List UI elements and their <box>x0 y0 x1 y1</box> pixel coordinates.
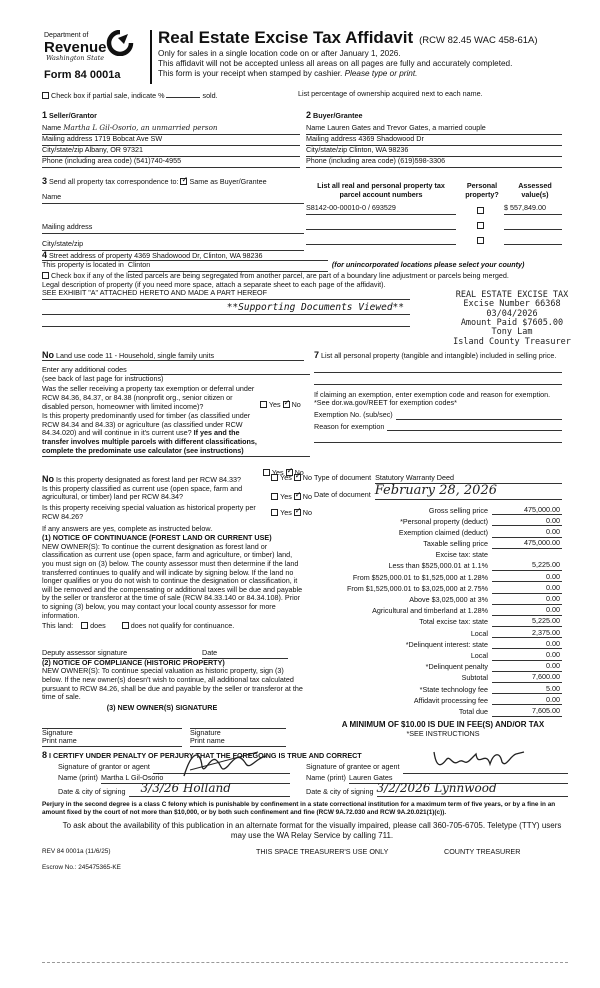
tax-line-value[interactable]: 0.00 <box>492 528 562 538</box>
continuance-body: NEW OWNER(S): To continue the current designation as forest land or classification as current use (open space, farm and agriculture, or timber) land, you must sign on (3) below. The county assessor must then determine if the land transferred continues to qualify and will indicate by signing below. If the land no longer qualifies or you do not wish to continue the designation or classification, it will be removed and the compensating or additional taxes will be due and payable by the seller or transferor at the time of sale (RCW 84.33.140 or 84.34.108). Prior to signing (3) below, you may contact your local county assessor for more information. <box>42 541 303 620</box>
tax-line-value[interactable]: 475,000.00 <box>492 539 562 549</box>
continuance-title: (1) NOTICE OF CONTINUANCE (FOREST LAND OR CURRENT USE) <box>42 533 272 542</box>
tax-line-label: From $1,525,000.01 to $3,025,000 at 2.75% <box>346 583 488 593</box>
dept-text: Department of <box>44 32 89 39</box>
timber-question-text: Is this property predominantly used for timber (as classified under RCW 84.34 and 84.33) or agriculture (as classified under RCW 84.34.020) and will continue in it's current use? <box>42 411 251 438</box>
parcel-table <box>306 182 562 245</box>
section-correspondence <box>42 176 304 251</box>
signature-label-1: Signature <box>42 727 73 737</box>
seller-name[interactable]: Martha L Gil-Osorio, an unmarried person <box>63 122 218 132</box>
tax-line <box>300 515 562 526</box>
q2-no-label: No <box>294 468 304 477</box>
stamp-line1: REAL ESTATE EXCISE TAX <box>455 290 569 300</box>
form-number: Form 84 0001a <box>44 69 121 81</box>
tax-line-label: Less than $525,000.01 at 1.1% <box>388 561 488 571</box>
tax-line-label: Local <box>470 628 488 638</box>
tax-calculation-table <box>300 504 562 717</box>
tax-line-value[interactable]: 5,225.00 <box>492 617 562 627</box>
partial-sold-label: sold. <box>202 91 218 100</box>
seller-heading: Seller/Grantor <box>49 111 97 120</box>
historic-question: Is this property receiving special valuation as historical property per RCW 84.26? <box>42 503 256 521</box>
tax-line <box>300 571 562 582</box>
grantee-signature-scrawl <box>430 746 530 770</box>
buyer-addr-label: Mailing address <box>306 133 357 143</box>
claim-exemption-text: If claiming an exemption, enter exemption code and reason for exemption. <box>314 389 551 399</box>
q1-no-label: No <box>291 400 301 410</box>
state-text: Washington State <box>45 54 105 63</box>
accessibility-note: To ask about the availability of this publication in an alternate format for the visually impaired, please call 360-705-6705. Teletype (TTY) users may use the WA Relay Service by calling 711. <box>62 821 562 840</box>
tax-line-label: From $525,000.01 to $1,525,000 at 1.28% <box>352 572 488 582</box>
segregated-checkbox[interactable] <box>42 272 49 279</box>
tax-line-label: Total due <box>458 706 488 716</box>
stamp-date: 03/04/2026 <box>486 308 538 319</box>
doc-date-label: Date of document <box>314 490 371 499</box>
tax-line-label: Affidavit processing fee <box>413 695 488 705</box>
grantor-date-city[interactable]: 3/3/26 Holland <box>129 781 290 796</box>
page-bottom-rule <box>42 962 568 963</box>
seller-name-label: Name <box>42 122 62 132</box>
tax-line-value[interactable]: 5,225.00 <box>492 561 562 571</box>
compliance-body: NEW OWNER(S): To continue special valuation as historic property, sign (3) below. If the new owner(s) doesn't wish to continue, all additional tax calculated pursuant to RCW 84.26, shall be due and payable by the seller or transferor at the time of sale. <box>42 666 303 702</box>
assessed-row-3[interactable] <box>504 234 562 245</box>
q1-yes-checkbox[interactable] <box>260 401 267 408</box>
land-use-code[interactable]: 11 - Household, single family units <box>105 351 215 360</box>
tax-line-value[interactable]: 0.00 <box>492 595 562 605</box>
print-name-1[interactable]: Print name <box>42 737 182 747</box>
seller-phone[interactable]: (541)740-4955 <box>133 155 182 165</box>
partial-sale-checkbox[interactable] <box>42 92 49 99</box>
property-street[interactable]: 4369 Shadowood Dr, Clinton, WA 98236 <box>134 251 263 260</box>
deputy-date[interactable]: Date <box>202 649 288 659</box>
corr-mail-label: Mailing address <box>42 223 304 234</box>
county-treasurer-label: COUNTY TREASURER <box>444 847 521 856</box>
section-buyer <box>306 110 562 168</box>
seller-phone-label: Phone (including area code) <box>42 155 132 165</box>
tax-line <box>300 616 562 627</box>
tax-line-label: *Delinquent penalty <box>425 662 488 672</box>
revenue-logo-icon <box>106 30 134 56</box>
current-use-no-checkbox[interactable] <box>294 493 301 500</box>
see-instructions-note: *SEE INSTRUCTIONS <box>406 729 480 738</box>
document-info <box>314 474 562 500</box>
street-label: Street address of property <box>49 251 133 260</box>
doc-type[interactable]: Statutory Warranty Deed <box>375 474 562 484</box>
parcel-col-header: List all real and personal property tax parcel account numbers <box>317 181 445 199</box>
add-codes-label: Enter any additional codes <box>42 365 127 374</box>
stamp-cashier: Tony Lam <box>491 327 533 338</box>
tax-line-label: Exemption claimed (deduct) <box>398 527 488 537</box>
compliance-title: (2) NOTICE OF COMPLIANCE (HISTORIC PROPERTY) <box>42 657 225 667</box>
timber-question-bold: If yes and the transfer involves multiple parcels with different classifications, complete the predominate use calculator (see instructions) <box>42 428 257 455</box>
print-name-2[interactable]: Print name <box>190 737 286 747</box>
tax-line-label: Agricultural and timberland at 1.28% <box>372 606 488 616</box>
sec7-number: 7 <box>314 350 320 360</box>
header-divider <box>150 30 152 84</box>
exemption-question: Was the seller receiving a property tax exemption or deferral under RCW 84.36, 84.37, or 84.38 (nonprofit org., senior citizen or disabled person, homeowner with limited income)? <box>42 384 255 411</box>
perjury-text: Perjury in the second degree is a class C felony which is punishable by confinement in a state correctional institution for a maximum term of five years, or by a fine in an amount fixed by the court of not more than $10,000, or by both such confinement and fine (RCW 9A.72.030 and RCW 9A.20.021(1)(c)). <box>42 801 556 816</box>
tax-line-label: *Personal property (deduct) <box>400 516 488 526</box>
tax-line <box>300 549 562 560</box>
tax-line-value[interactable]: 0.00 <box>492 662 562 672</box>
partial-sale-label: Check box if partial sale, indicate % <box>51 91 165 100</box>
exemption-no-label: Exemption No. (sub/sec) <box>314 410 393 420</box>
personal-property-checkbox-1[interactable] <box>477 207 484 214</box>
tax-line <box>300 638 562 649</box>
supporting-docs-note: **Supporting Documents Viewed** <box>42 302 410 315</box>
current-use-question: Is this property classified as current use (open space, farm and agricultural, or timber) land per RCW 84.34? <box>42 483 243 502</box>
sec6-number: No <box>42 474 54 484</box>
assessed-col-header: Assessed value(s) <box>518 181 552 199</box>
sec3-text: Send all property tax correspondence to: <box>49 177 179 186</box>
grantee-sig-label: Signature of grantee or agent <box>306 761 400 771</box>
tax-line <box>300 627 562 638</box>
q1-yes-label: Yes <box>268 400 281 410</box>
buyer-heading: Buyer/Grantee <box>313 111 363 120</box>
tax-line-value[interactable]: 0.00 <box>492 696 562 706</box>
tax-line-label: Excise tax: state <box>435 550 488 560</box>
buyer-city-label: City/state/zip <box>306 144 348 154</box>
tax-line-value[interactable]: 0.00 <box>492 640 562 650</box>
seller-city[interactable]: Albany, OR 97321 <box>84 144 143 154</box>
partial-sale-row <box>42 90 292 101</box>
minimum-due-note: A MINIMUM OF $10.00 IS DUE IN FEE(S) AND/OR TAX <box>341 720 545 729</box>
seller-city-label: City/state/zip <box>42 144 84 154</box>
grantee-date-label: Date & city of signing <box>306 787 374 797</box>
sec8-number: 8 <box>42 750 48 760</box>
claim-see-note: *See dor.wa.gov/REET for exemption codes* <box>314 398 457 408</box>
personal-property-checkbox-2[interactable] <box>477 222 484 229</box>
tax-line-value[interactable]: 0.00 <box>492 573 562 583</box>
section-land-use <box>42 350 310 477</box>
stamp-treasurer: Island County Treasurer <box>453 336 571 347</box>
tax-line-label: Above $3,025,000 at 3% <box>409 595 488 605</box>
tax-line <box>300 538 562 549</box>
this-land-label: This land: <box>42 621 74 631</box>
does-checkbox[interactable] <box>81 622 88 629</box>
excise-receipt-stamp <box>452 291 572 347</box>
tax-line-label: Gross selling price <box>428 505 488 515</box>
same-as-buyer-checkbox[interactable] <box>180 178 187 185</box>
personal-property-text: List all personal property (tangible and intangible) included in selling price. <box>321 351 557 360</box>
sec5-number: No <box>42 350 54 360</box>
tax-line-value[interactable]: 0.00 <box>492 517 562 527</box>
revision-number: REV 84 0001a (11/6/25) <box>42 848 111 855</box>
tax-line-value[interactable]: 7,600.00 <box>492 673 562 683</box>
tax-line <box>300 605 562 616</box>
tax-line-value[interactable]: 7,605.00 <box>492 707 562 717</box>
header-line2: This affidavit will not be accepted unless all areas on all pages are fully and accurately completed. <box>158 59 513 69</box>
tax-line <box>300 526 562 537</box>
buyer-name-label: Name <box>306 122 326 132</box>
located-note: (for unincorporated locations please select your county) <box>331 260 525 269</box>
land-use-label: Land use code <box>56 351 104 360</box>
stamp-excise-number: Excise Number 66368 <box>463 299 561 310</box>
tax-line-label: Subtotal <box>461 673 488 683</box>
buyer-phone-label: Phone (including area code) <box>306 155 396 165</box>
historic-yes-label: Yes <box>280 508 292 518</box>
reason-field[interactable] <box>387 423 562 432</box>
legal-desc-label: Legal description of property (if you need more space, attach a separate sheet to each page of the affidavit). <box>42 279 386 289</box>
tax-line-value[interactable]: 5.00 <box>492 685 562 695</box>
corr-city-label: City/state/zip <box>42 240 304 251</box>
tax-line <box>300 661 562 672</box>
grantor-name-label: Name (print) <box>58 772 98 782</box>
does-not-checkbox[interactable] <box>122 622 129 629</box>
located-in[interactable]: Clinton <box>128 261 328 272</box>
grantee-date-city[interactable]: 3/2/2026 Lynnwood <box>377 781 568 796</box>
buyer-address[interactable]: 4369 Shadowood Dr <box>358 133 424 143</box>
tax-line <box>300 560 562 571</box>
treasurer-use-only: THIS SPACE TREASURER'S USE ONLY <box>256 847 389 856</box>
q1-no-checkbox[interactable] <box>283 401 290 408</box>
tax-line-label: *State technology fee <box>419 684 488 694</box>
tax-line <box>300 683 562 694</box>
header-line3b: Please type or print. <box>344 69 418 79</box>
dor-logo <box>44 32 144 63</box>
buyer-phone[interactable]: (619)598-3306 <box>397 155 446 165</box>
forest-yes-label: Yes <box>280 473 292 482</box>
parcel-number[interactable]: S8142-00-00010-0 / 693529 <box>306 204 456 215</box>
exemption-no-field[interactable] <box>396 411 562 420</box>
current-use-yes-checkbox[interactable] <box>271 493 278 500</box>
buyer-number: 2 <box>306 110 312 120</box>
historic-no-label: No <box>302 508 312 518</box>
signature-label-2: Signature <box>190 727 221 737</box>
sec3-number: 3 <box>42 176 48 186</box>
tax-line <box>300 705 562 716</box>
deputy-signature[interactable]: Deputy assessor signature <box>42 649 192 659</box>
tax-line <box>300 504 562 518</box>
tax-line-value[interactable]: 0.00 <box>492 606 562 616</box>
tax-line <box>300 582 562 593</box>
buyer-name[interactable]: Lauren Gates and Trevor Gates, a married couple <box>327 122 486 132</box>
historic-yes-checkbox[interactable] <box>271 509 278 516</box>
timber-question <box>42 412 260 455</box>
tax-line <box>300 694 562 705</box>
tax-line-value[interactable]: 0.00 <box>492 651 562 661</box>
tax-line-value[interactable]: 475,000.00 <box>492 506 562 516</box>
stamp-amount: Amount Paid $7605.00 <box>460 318 564 329</box>
located-label: This property is located in <box>42 260 124 269</box>
sec6-instructions: If any answers are yes, complete as instructed below. <box>42 524 213 534</box>
ownership-note: List percentage of ownership acquired next to each name. <box>298 89 483 98</box>
header-line1: Only for sales in a single location code on or after January 1, 2026. <box>158 49 401 59</box>
section-seller <box>42 110 300 168</box>
corr-name-label: Name <box>42 193 304 204</box>
grantee-name-label: Name (print) <box>306 772 346 782</box>
buyer-city[interactable]: Clinton, WA 98236 <box>349 144 409 154</box>
tax-line <box>300 594 562 605</box>
form-title: Real Estate Excise Tax Affidavit <box>158 28 414 47</box>
does-label: does <box>90 621 106 631</box>
forest-no-label: No <box>302 473 312 482</box>
does-not-label: does not qualify for continuance. <box>130 621 235 631</box>
tax-line-value[interactable]: 2,375.00 <box>492 629 562 639</box>
personal-col-header: Personal property? <box>465 181 499 199</box>
segregated-text: Check box if any of the listed parcels are being segregated from another parcel, are part of a boundary line adjustment or parcels being merged. <box>51 271 509 280</box>
section-forest-land <box>42 474 312 747</box>
reason-label: Reason for exemption <box>314 421 385 431</box>
q2-yes-label: Yes <box>271 468 284 477</box>
grantor-signature-scrawl <box>180 746 270 782</box>
grantee-print-name[interactable]: Lauren Gates <box>349 774 568 784</box>
section-personal-property <box>314 350 562 443</box>
tax-line-value[interactable]: 0.00 <box>492 584 562 594</box>
forest-question: Is this property designated as forest land per RCW 84.33? <box>56 475 241 484</box>
tax-line-label: Taxable selling price <box>423 539 488 549</box>
tax-line-label: *Delinquent interest: state <box>405 639 488 649</box>
doc-type-label: Type of document <box>314 473 372 482</box>
tax-line-label: Local <box>470 650 488 660</box>
personal-property-checkbox-3[interactable] <box>477 237 484 244</box>
doc-date[interactable]: February 28, 2026 <box>375 483 562 500</box>
grantor-print-name[interactable]: Martha L Gil-Osorio <box>101 774 290 784</box>
revenue-text: Revenue <box>44 39 107 57</box>
tax-line-label: Total excise tax: state <box>419 617 488 627</box>
header-text <box>158 28 578 79</box>
header-line3: This form is your receipt when stamped by cashier. <box>158 69 343 79</box>
forest-no-checkbox[interactable] <box>294 474 301 481</box>
new-owner-title: (3) NEW OWNER(S) SIGNATURE <box>106 702 218 712</box>
grantor-date-label: Date & city of signing <box>58 787 126 797</box>
seller-addr-label: Mailing address <box>42 133 93 143</box>
tax-line <box>300 672 562 683</box>
legal-description[interactable]: SEE EXHIBIT "A" ATTACHED HERETO AND MADE A PART HEREOF <box>42 289 410 300</box>
parcel-row-2[interactable] <box>306 219 456 230</box>
tax-line <box>300 649 562 660</box>
grantor-sig-label: Signature of grantor or agent <box>58 761 150 771</box>
same-as-buyer-label: Same as Buyer/Grantee <box>189 177 267 186</box>
assessed-value[interactable]: $ 557,849.00 <box>504 204 562 215</box>
certify-text: I CERTIFY UNDER PENALTY OF PERJURY THAT THE FOREGOING IS TRUE AND CORRECT <box>49 751 362 760</box>
see-back-note: (see back of last page for instructions) <box>42 373 164 383</box>
rcw-ref: (RCW 82.45 WAC 458-61A) <box>419 35 538 46</box>
forest-yes-checkbox[interactable] <box>271 474 278 481</box>
sec4-number: 4 <box>42 250 48 260</box>
escrow-number: Escrow No.: 245475365-KE <box>42 864 121 871</box>
seller-number: 1 <box>42 110 48 120</box>
assessed-row-2[interactable] <box>504 219 562 230</box>
current-use-yes-label: Yes <box>280 491 292 501</box>
parcel-row-3[interactable] <box>306 234 456 245</box>
perjury-notice <box>42 801 568 817</box>
current-use-no-label: No <box>302 491 312 501</box>
seller-address[interactable]: 1719 Bobcat Ave SW <box>94 133 163 143</box>
